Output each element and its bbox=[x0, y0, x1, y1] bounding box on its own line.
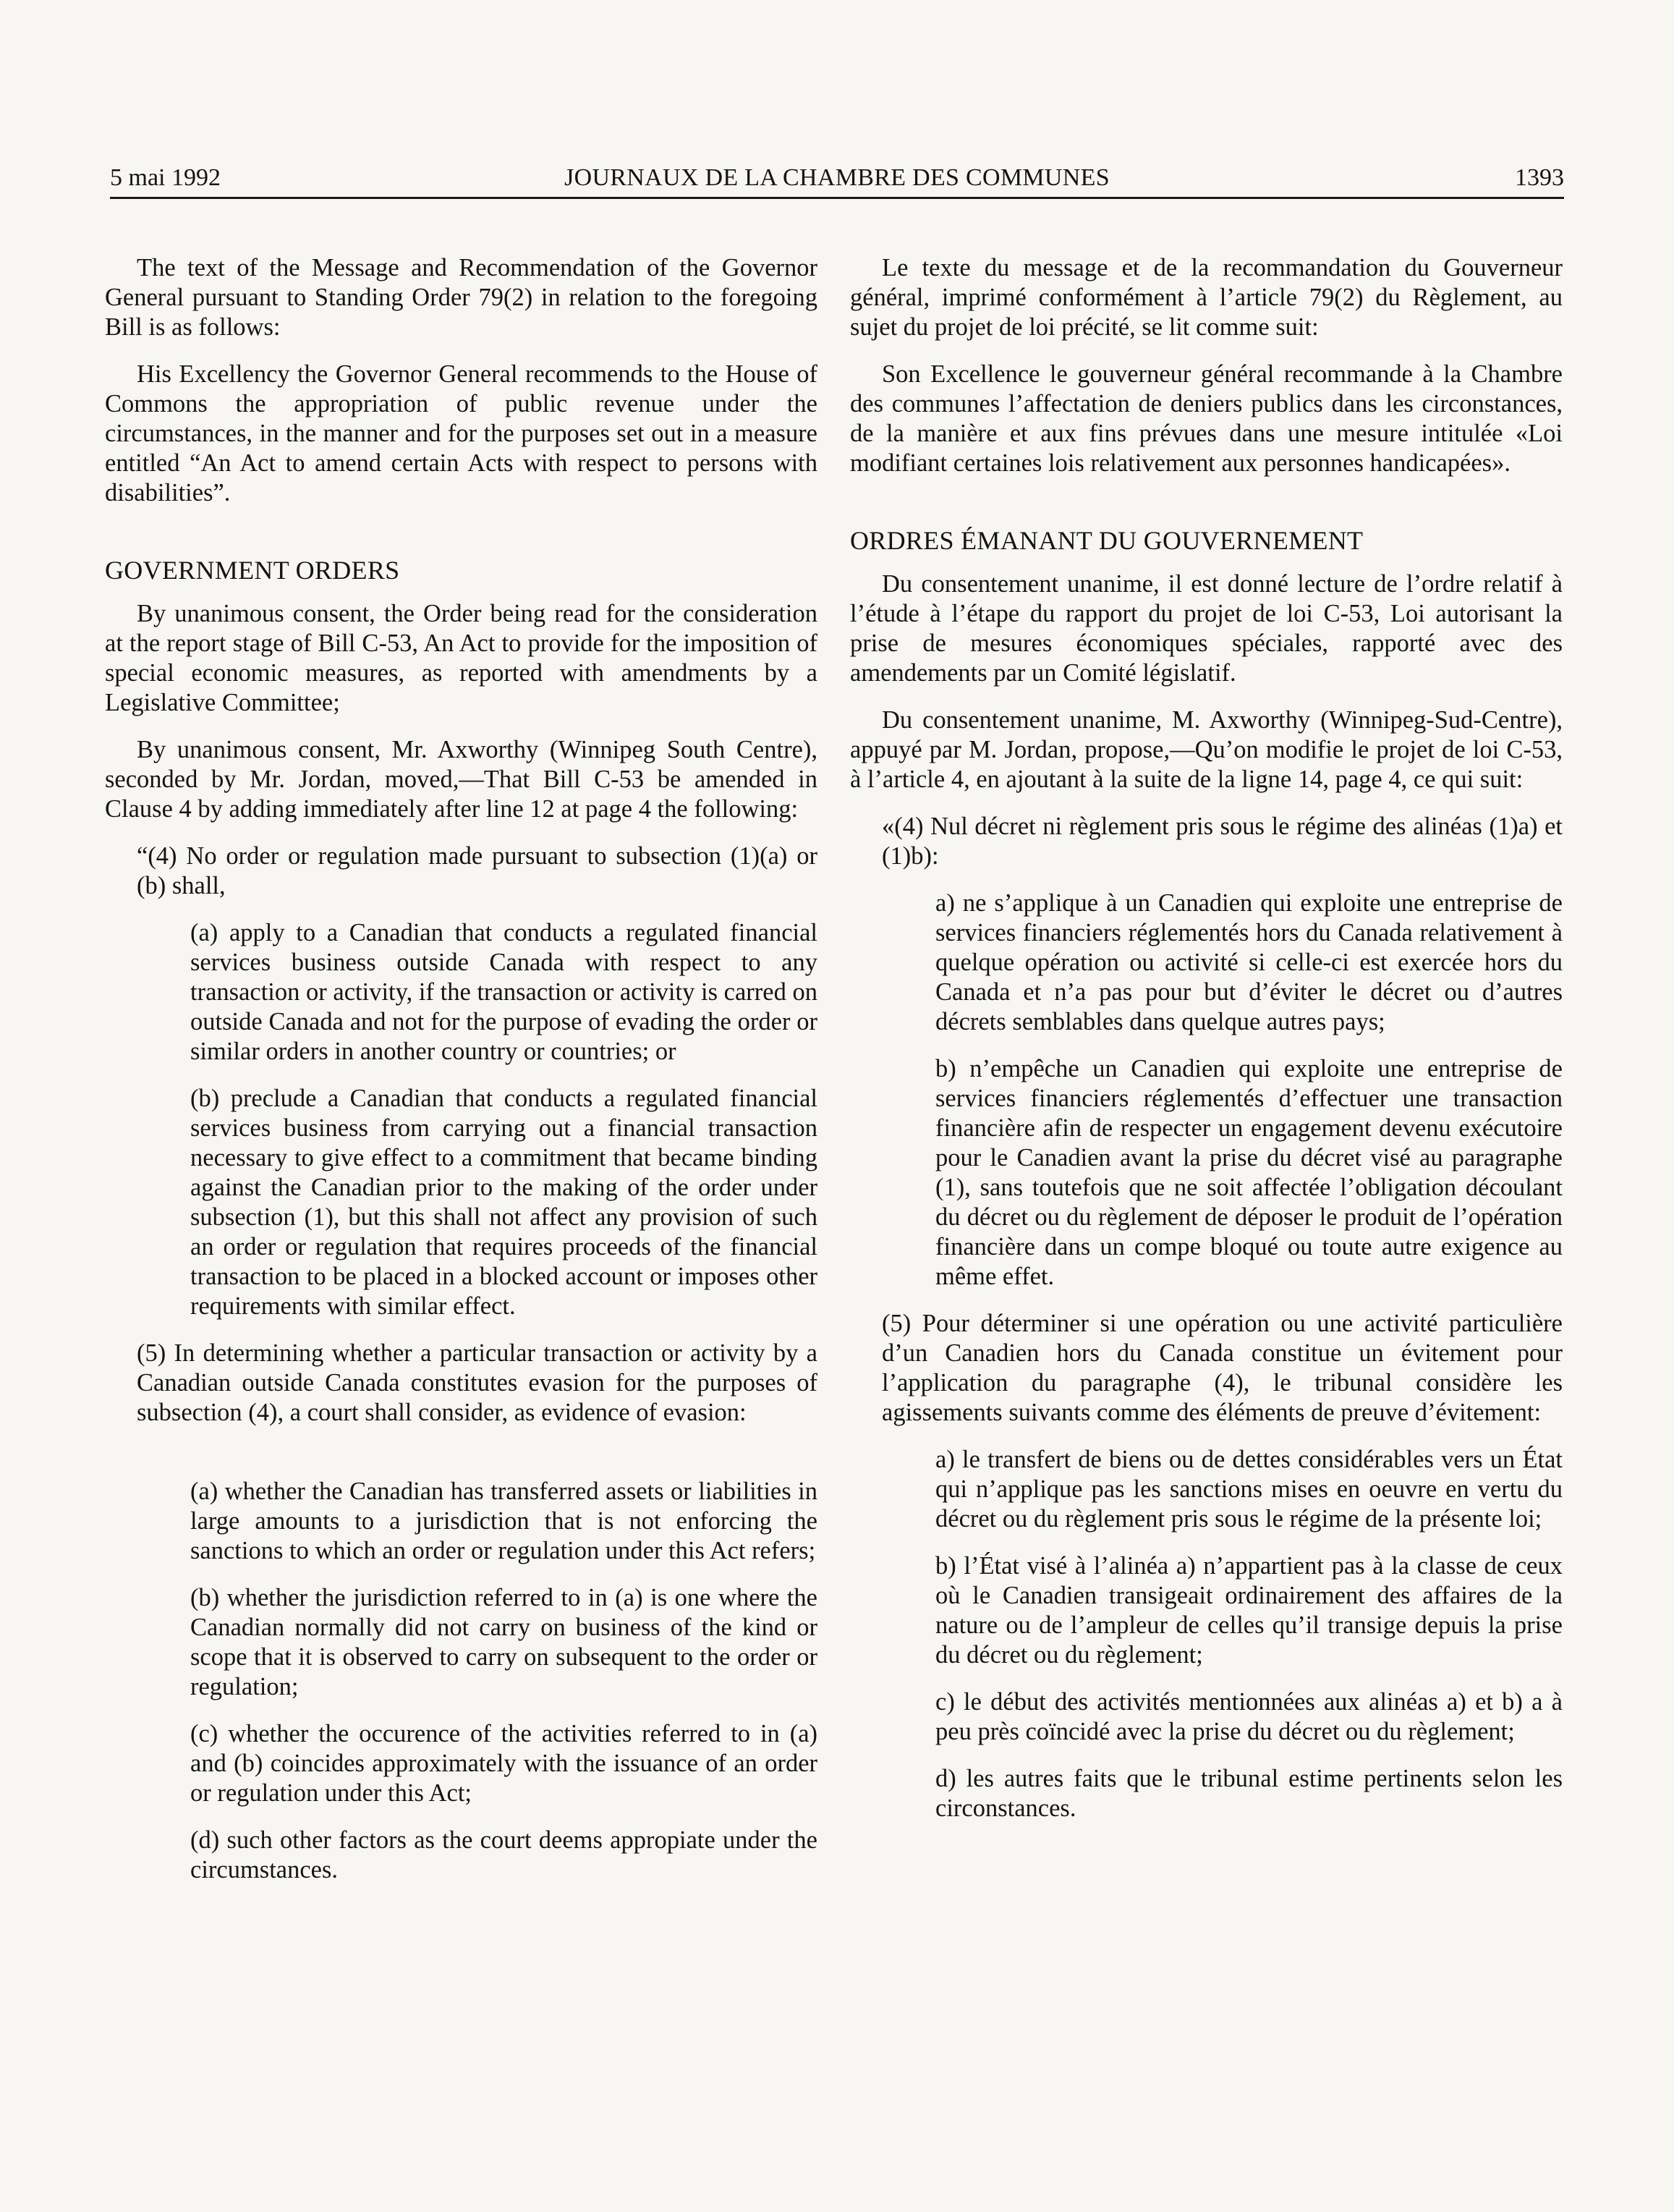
section-heading: GOVERNMENT ORDERS bbox=[105, 556, 400, 585]
subsection-5-d: d) les autres faits que le tribunal estime pertinents selon les circonstances. bbox=[935, 1765, 1563, 1822]
subsection-4-a: a) ne s’applique à un Canadien qui exploite une entreprise de services financiers réglementés hors du Canada relativement à quelque opération ou activité si celle-ci est exercée hors du Canada et n’a pas pour but d’éviter le décret ou d’autres décrets semblables dans quelque autres pays; bbox=[935, 889, 1563, 1035]
subsection-4-b: b) n’empêche un Canadien qui exploite une entreprise de services financiers réglementés d’effectuer une transaction financière afin de respecter un engagement devenu exécutoire pour le Canadien avant la prise du décret visé au paragraphe (1), sans toutefois que ne soit affectée l’obligation découlant du décret ou du règlement de déposer le produit de l’opération financière dans un compe bloqué ou toute autre exigence au même effet. bbox=[935, 1055, 1563, 1290]
english-column bbox=[105, 253, 817, 1885]
recommendation-text: His Excellency the Governor General recommends to the House of Commons the appropriation of public revenue under the circumstances, in the manner and for the purposes set out in a measure entitled “An Act to amend certain Acts with respect to persons with disabilities”. bbox=[105, 360, 817, 507]
french-column bbox=[850, 253, 1563, 1823]
subsection-5: (5) In determining whether a particular transaction or activity by a Canadian outside Canada constitutes evasion for the purposes of subsection (4), a court shall consider, as evidence of evasion: bbox=[137, 1339, 817, 1426]
header-date: 5 mai 1992 bbox=[110, 164, 221, 191]
motion-paragraph: By unanimous consent, Mr. Axworthy (Winnipeg South Centre), seconded by Mr. Jordan, moved,—That Bill C-53 be amended in Clause 4 by adding immediately after line 12 at page 4 the following: bbox=[105, 736, 817, 823]
message-intro: The text of the Message and Recommendation of the Governor General pursuant to Standing Order 79(2) in relation to the foregoing Bill is as follows: bbox=[105, 254, 817, 341]
subsection-5-c: (c) whether the occurence of the activities referred to in (a) and (b) coincides approximately with the issuance of an order or regulation under this Act; bbox=[190, 1720, 817, 1807]
header-title: JOURNAUX DE LA CHAMBRE DES COMMUNES bbox=[564, 164, 1110, 191]
subsection-5-b: b) l’État visé à l’alinéa a) n’appartient pas à la classe de ceux où le Canadien transigeait ordinairement des affaires de la nature ou de l’ampleur de celles qu’il transige depuis la prise du décret ou du règlement; bbox=[935, 1552, 1563, 1669]
subsection-5-c: c) le début des activités mentionnées aux alinéas a) et b) a à peu près coïncidé avec la prise du décret ou du règlement; bbox=[935, 1688, 1563, 1745]
subsection-5-a: a) le transfert de biens ou de dettes considérables vers un État qui n’applique pas les sanctions mises en oeuvre en vertu du décret ou du règlement pris sous le régime de la présente loi; bbox=[935, 1446, 1563, 1533]
page-header bbox=[110, 159, 1564, 199]
subsection-4: «(4) Nul décret ni règlement pris sous le régime des alinéas (1)a) et (1)b): bbox=[882, 813, 1563, 870]
subsection-5-a: (a) whether the Canadian has transferred assets or liabilities in large amounts to a jurisdiction that is not enforcing the sanctions to which an order or regulation under this Act refers; bbox=[190, 1478, 817, 1564]
subsection-4-a: (a) apply to a Canadian that conducts a regulated financial services business outside Canada with respect to any transaction or activity, if the transaction or activity is carred on outside Canada and not for the purpose of evading the order or similar orders in another country or countries; or bbox=[190, 919, 817, 1065]
subsection-5: (5) Pour déterminer si une opération ou une activité particulière d’un Canadien hors du Canada constitue un évitement pour l’application du paragraphe (4), le tribunal considère les agissements suivants comme des éléments de preuve d’évitement: bbox=[882, 1310, 1563, 1426]
page-number: 1393 bbox=[1515, 164, 1564, 191]
subsection-4: “(4) No order or regulation made pursuant to subsection (1)(a) or (b) shall, bbox=[137, 842, 817, 899]
section-heading: ORDRES ÉMANANT DU GOUVERNEMENT bbox=[850, 526, 1364, 555]
subsection-5-b: (b) whether the jurisdiction referred to in (a) is one where the Canadian normally did not carry on business of the kind or scope that it is observed to carry on subsequent to the order or regulation; bbox=[190, 1584, 817, 1700]
message-intro: Le texte du message et de la recommandation du Gouverneur général, imprimé conformément à l’article 79(2) du Règlement, au sujet du projet de loi précité, se lit comme suit: bbox=[850, 254, 1563, 341]
subsection-4-b: (b) preclude a Canadian that conducts a regulated financial services business from carrying out a financial transaction necessary to give effect to a commitment that became binding against the Canadian prior to the making of the order under subsection (1), but this shall not affect any provision of such an order or regulation that requires proceeds of the financial transaction to be placed in a blocked account or imposes other requirements with similar effect. bbox=[190, 1085, 817, 1320]
order-read-paragraph: By unanimous consent, the Order being read for the consideration at the report stage of Bill C-53, An Act to provide for the imposition of special economic measures, as reported with amendments by a Legislative Committee; bbox=[105, 600, 817, 716]
motion-paragraph: Du consentement unanime, M. Axworthy (Winnipeg-Sud-Centre), appuyé par M. Jordan, propose,—Qu’on modifie le projet de loi C-53, à l’article 4, en ajoutant à la suite de la ligne 14, page 4, ce qui suit: bbox=[850, 706, 1563, 793]
subsection-5-d: (d) such other factors as the court deems appropiate under the circumstances. bbox=[190, 1826, 817, 1883]
recommendation-text: Son Excellence le gouverneur général recommande à la Chambre des communes l’affectation de deniers publics dans les circonstances, de la manière et aux fins prévues dans une mesure intitulée «Loi modifiant certaines lois relativement aux personnes handicapées». bbox=[850, 360, 1563, 477]
order-read-paragraph: Du consentement unanime, il est donné lecture de l’ordre relatif à l’étude à l’étape du rapport du projet de loi C-53, Loi autorisant la prise de mesures économiques spéciales, rapporté avec des amendements par un Comité législatif. bbox=[850, 570, 1563, 687]
